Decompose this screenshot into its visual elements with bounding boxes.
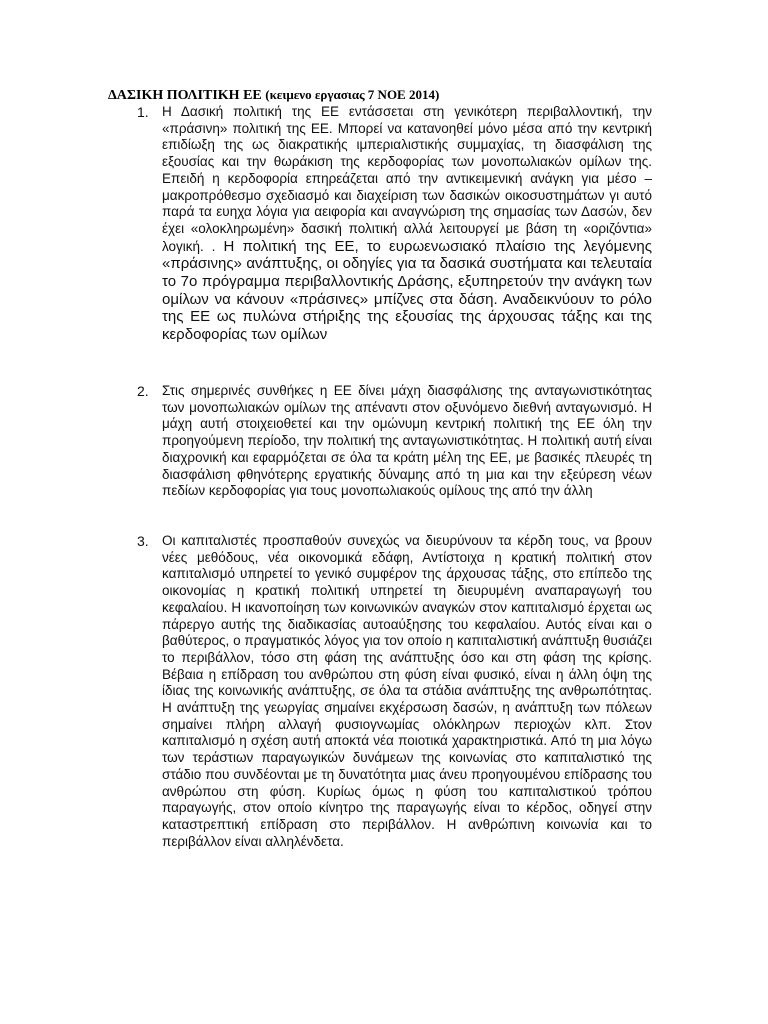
paragraph-1 (162, 104, 652, 344)
title-subtitle: (κειμενο εργασιας 7 ΝΟΕ 2014) (265, 87, 440, 102)
paragraph-3: Οι καπιταλιστές προσπαθούν συνεχώς να διευρύνουν τα κέρδη τους, να βρουν νέες μεθόδους, νέα οικονομικά εδάφη, Αντίστοιχα η κρατική πολιτική στον καπιταλισμό υπηρετεί το γενικό συμφέρον της άρχουσας τάξης, στο επίπεδο της οικονομίας η κρατική πολιτική υπηρετεί τη διευρυμένη αναπαραγωγή του κεφαλαίου. Η ικανοποίηση των κοινωνικών αναγκών στον καπιταλισμό έρχεται ως πάρεργο αυτής της διαδικασίας αυτοαύξησης του κεφαλαίου. Αυτός είναι και ο βαθύτερος, ο πραγματικός λόγος για τον οποίο η καπιταλιστική ανάπτυξη θυσιάζει το περιβάλλον, τόσο στη φάση της ανάπτυξης όσο και στη φάση της κρίσης. Βέβαια η επίδραση του ανθρώπου στη φύση είναι φυσικό, είναι η άλλη όψη της ίδιας της κοινωνικής ανάπτυξης, σε όλα τα στάδια ανάπτυξης της ανθρωπότητας. Η ανάπτυξη της γεωργίας σημαίνει εκχέρσωση δασών, η ανάπτυξη των πόλεων σημαίνει πλήρη αλλαγή φυσιογνωμίας ολόκληρων περιοχών κλπ. Στον καπιταλισμό η σχέση αυτή αποκτά νέα ποιοτικά χαρακτηριστικά. Από τη μια λόγω των τεράστιων παραγωγικών δυνάμεων της κοινωνίας στο καπιταλιστικό της στάδιο που συνδέονται με τη δυνατότητα μιας άνευ προηγουμένου επίδρασης του ανθρώπου στη φύση. Κυρίως όμως η φύση του καπιταλιστικού τρόπου παραγωγής, στον οποίο κίνητρο της παραγωγής είναι το κέρδος, οδηγεί στην καταστρεπτική επίδραση στο περιβάλλον. Η ανθρώπινη κοινωνία και το περιβάλλον είναι αλληλένδετα. (162, 533, 652, 849)
paragraph-1-part-1: Η Δασική πολιτική της ΕΕ εντάσσεται στη γενικότερη περιβαλλοντική, την «πράσινη» πολιτική της ΕΕ. Μπορεί να κατανοηθεί μόνο μέσα από την κεντρική επιδίωξη της ως διακρατικής ιμπεριαλιστικής συμμαχίας, τη διασφάλιση της εξουσίας και την θωράκιση της κερδοφορίας των μονοπωλιακών ομίλων της. Επειδή η κερδοφορία επηρεάζεται από την αντικειμενική ανάγκη για μέσο – μακροπρόθεσμο σχεδιασμό και διαχείριση των δασικών οικοσυστημάτων γι αυτό παρά τα ευηχα λόγια για αειφορία και αναγνώριση της σημασίας των Δασών, δεν έχει «ολοκληρωμένη» δασική πολιτική αλλά λειτουργεί με βάση τη «οριζόντια» λογική. . (162, 104, 652, 254)
list-number: 2. (137, 383, 149, 399)
paragraph-1-part-2: Η πολιτική της ΕΕ, το ευρωενωσιακό πλαίσιο της λεγόμενης «πράσινης» ανάπτυξης, οι οδηγίες για τα δασικά συστήματα και τελευταία το 7ο πρόγραμμα περιβαλλοντικής Δράσης, εξυπηρετούν την ανάγκη των ομίλων να κάνουν «πράσινες» μπίζνες στα δάση. Αναδεικνύουν το ρόλο της ΕΕ ως πυλώνα στήριξης της εξουσίας της άρχουσας τάξης και της κερδοφορίας των ομίλων (162, 237, 652, 344)
list-number: 3. (137, 533, 149, 549)
list-number: 1. (137, 104, 149, 120)
document-title (108, 86, 668, 105)
paragraph-2: Στις σημερινές συνθήκες η ΕΕ δίνει μάχη διασφάλισης της ανταγωνιστικότητας των μονοπωλιακών ομίλων της απέναντι στον οξυνόμενο διεθνή ανταγωνισμό. Η μάχη αυτή στοιχειοθετεί και την ομώνυμη κεντρική πολιτική της ΕΕ όλη την προηγούμενη περίοδο, την πολιτική της ανταγωνιστικότητας. Η πολιτική αυτή είναι διαχρονική και εφαρμόζεται σε όλα τα κράτη μέλη της ΕΕ, με βασικές πλευρές τη διασφάλιση φθηνότερης εργατικής δύναμης από τη μια και την εξεύρεση νέων πεδίων κερδοφορίας για τους μονοπωλιακούς ομίλους της από την άλλη (162, 383, 652, 499)
list-item-2 (0, 383, 652, 500)
list-item-3 (0, 533, 652, 850)
list-item-1 (0, 104, 652, 344)
title-main: ΔΑΣΙΚΗ ΠΟΛΙΤΙΚΗ ΕΕ (108, 88, 262, 103)
